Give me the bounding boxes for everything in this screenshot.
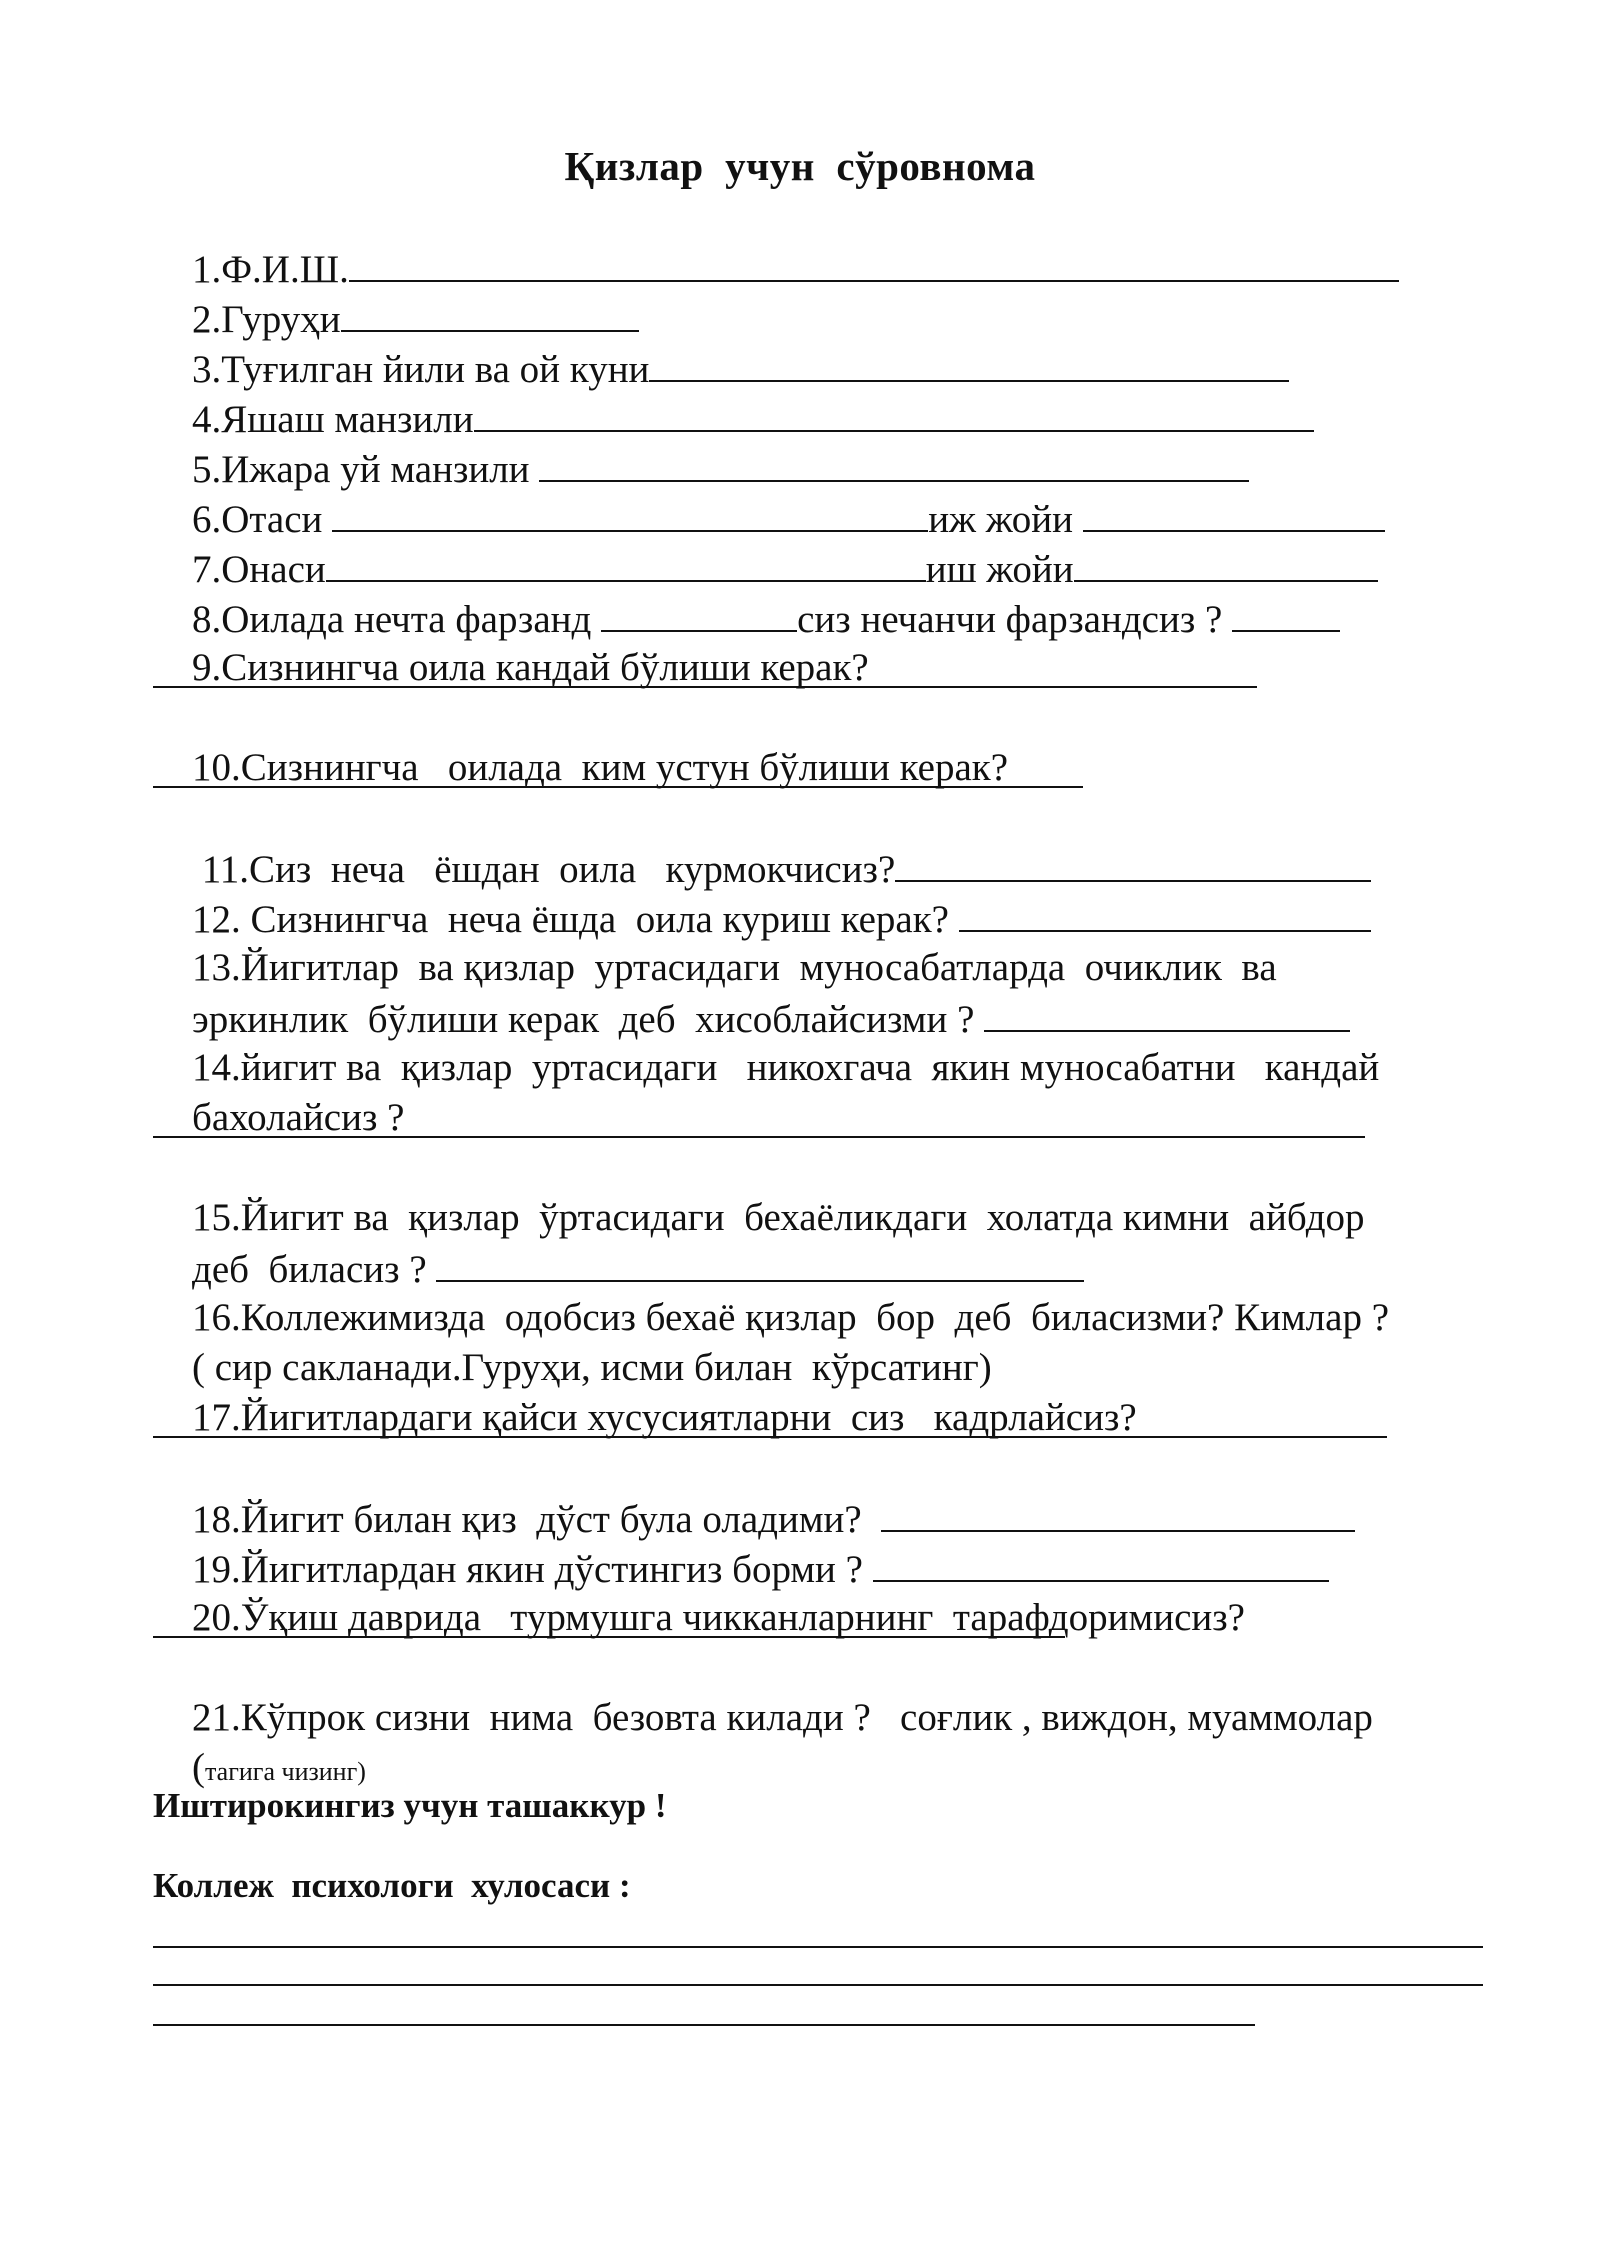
question-15-label-continued: деб биласиз ?: [192, 1248, 437, 1291]
question-10-label: 10.Сизнингча оилада ким устун бўлиши керак?: [192, 746, 1009, 789]
question-2-label: 2.Гуруҳи: [192, 298, 341, 341]
question-9-answer-line[interactable]: [153, 686, 1257, 688]
conclusion-line-3[interactable]: [153, 2024, 1255, 2026]
question-20-label: 20.Ўқиш даврида турмушга чикканларнинг тарафдоримисиз?: [192, 1596, 1245, 1639]
question-8-order-label: сиз нечанчи фарзандсиз ?: [797, 598, 1233, 641]
question-13-label-continued: эркинлик бўлиши керак деб хисоблайсизми ?: [192, 998, 985, 1041]
question-14-answer-line[interactable]: [153, 1136, 1365, 1138]
question-17-answer-line[interactable]: [153, 1436, 1387, 1438]
question-6-label: 6.Отаси: [192, 498, 333, 541]
thanks-text: Иштирокингиз учун ташаккур !: [153, 1786, 667, 1825]
question-14-label-continued: бахолайсиз ?: [192, 1096, 405, 1139]
psychologist-conclusion-label: Коллеж психологи хулосаси :: [153, 1866, 631, 1905]
question-21-paren: (: [192, 1746, 205, 1789]
question-3-label: 3.Туғилган йили ва ой куни: [192, 348, 650, 391]
question-14-label: 14.йигит ва қизлар уртасидаги никохгача якин муносабатни кандай: [192, 1046, 1380, 1089]
question-7-label: 7.Онаси: [192, 548, 326, 591]
question-9-label: 9.Сизнингча оила кандай бўлиши керак?: [192, 646, 869, 689]
question-4-label: 4.Яшаш манзили: [192, 398, 474, 441]
question-8-label: 8.Оилада нечта фарзанд: [192, 598, 602, 641]
question-16-label-continued: ( сир сакланади.Гуруҳи, исми билан кўрсатинг): [192, 1346, 992, 1389]
question-19-label: 19.Йигитлардан якин дўстингиз борми ?: [192, 1548, 873, 1591]
question-11-label: 11.Сиз неча ёшдан оила курмокчисиз?: [192, 848, 896, 891]
question-5-label: 5.Ижара уй манзили: [192, 448, 540, 491]
question-20-answer-line[interactable]: [153, 1636, 1065, 1638]
question-16-label: 16.Коллежимизда одобсиз бехаё қизлар бор деб биласизми? Кимлар ?: [192, 1296, 1390, 1339]
question-12-label: 12. Сизнингча неча ёшда оила куриш керак?: [192, 898, 959, 941]
question-17-label: 17.Йигитлардаги қайси хусусиятларни сиз кадрлайсиз?: [192, 1396, 1137, 1439]
page-title: Қизлар учун сўровнома: [564, 143, 1036, 189]
question-18-label: 18.Йигит билан қиз дўст була оладими?: [192, 1498, 882, 1541]
conclusion-line-2[interactable]: [153, 1984, 1483, 1986]
question-8-order-answer-line[interactable]: [1232, 594, 1340, 632]
question-7-workplace-label: иш жойи: [925, 548, 1074, 591]
question-13-label: 13.Йигитлар ва қизлар уртасидаги муносабатларда очиклик ва: [192, 946, 1277, 989]
question-1-label: 1.Ф.И.Ш.: [192, 248, 349, 291]
question-6-workplace-label: иж жойи: [928, 498, 1083, 541]
conclusion-line-1[interactable]: [153, 1946, 1483, 1948]
question-21-instruction: тагига чизинг): [205, 1757, 366, 1786]
question-15-label: 15.Йигит ва қизлар ўртасидаги бехаёликдаги холатда кимни айбдор: [192, 1196, 1365, 1239]
question-21-label: 21.Кўпрок сизни нима безовта килади ? соғлик , виждон, муаммолар: [192, 1696, 1373, 1739]
question-10-answer-line[interactable]: [153, 786, 1083, 788]
